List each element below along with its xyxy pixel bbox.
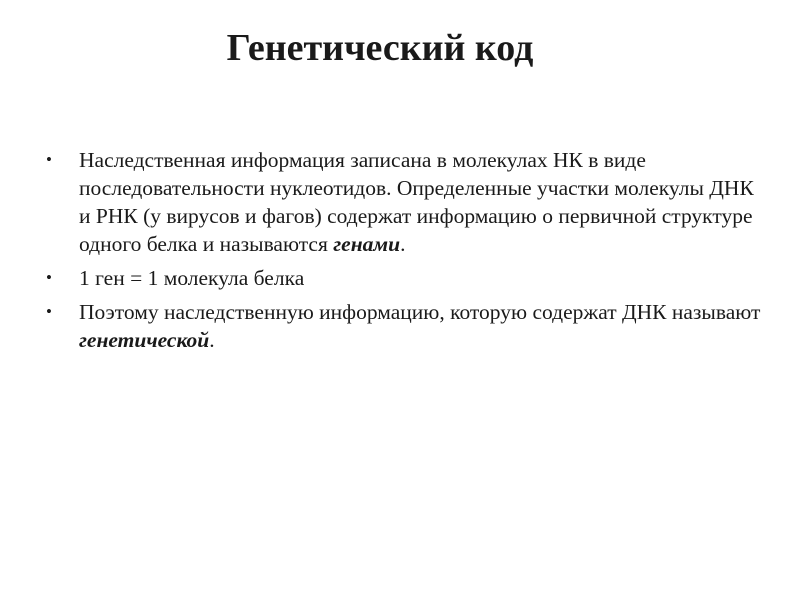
bullet-dot: • — [46, 268, 52, 287]
bullet-list — [44, 146, 764, 360]
bullet-text: Наследственная информация записана в молекулах НК в виде последовательности нуклеотидов. Определенные участки молекулы ДНК и РНК (у вирусов и фагов) содержат информацию о первичной структуре одного белка и называются — [79, 148, 754, 256]
bullet-dot: • — [46, 302, 52, 321]
bullet-item-gene-protein — [44, 264, 764, 292]
bullet-text: Поэтому наследственную информацию, которую содержат ДНК называют — [79, 300, 761, 324]
bullet-suffix: . — [209, 328, 215, 352]
bullet-suffix: . — [400, 232, 406, 256]
slide-title: Генетический код — [226, 27, 534, 69]
bullet-item-genetic-info — [44, 298, 764, 354]
bullet-emphasis: генами — [333, 232, 401, 256]
bullet-emphasis: генетической — [79, 328, 210, 352]
bullet-dot: • — [46, 150, 52, 169]
bullet-item-heredity — [44, 146, 764, 258]
bullet-text: 1 ген = 1 молекула белка — [79, 266, 305, 290]
